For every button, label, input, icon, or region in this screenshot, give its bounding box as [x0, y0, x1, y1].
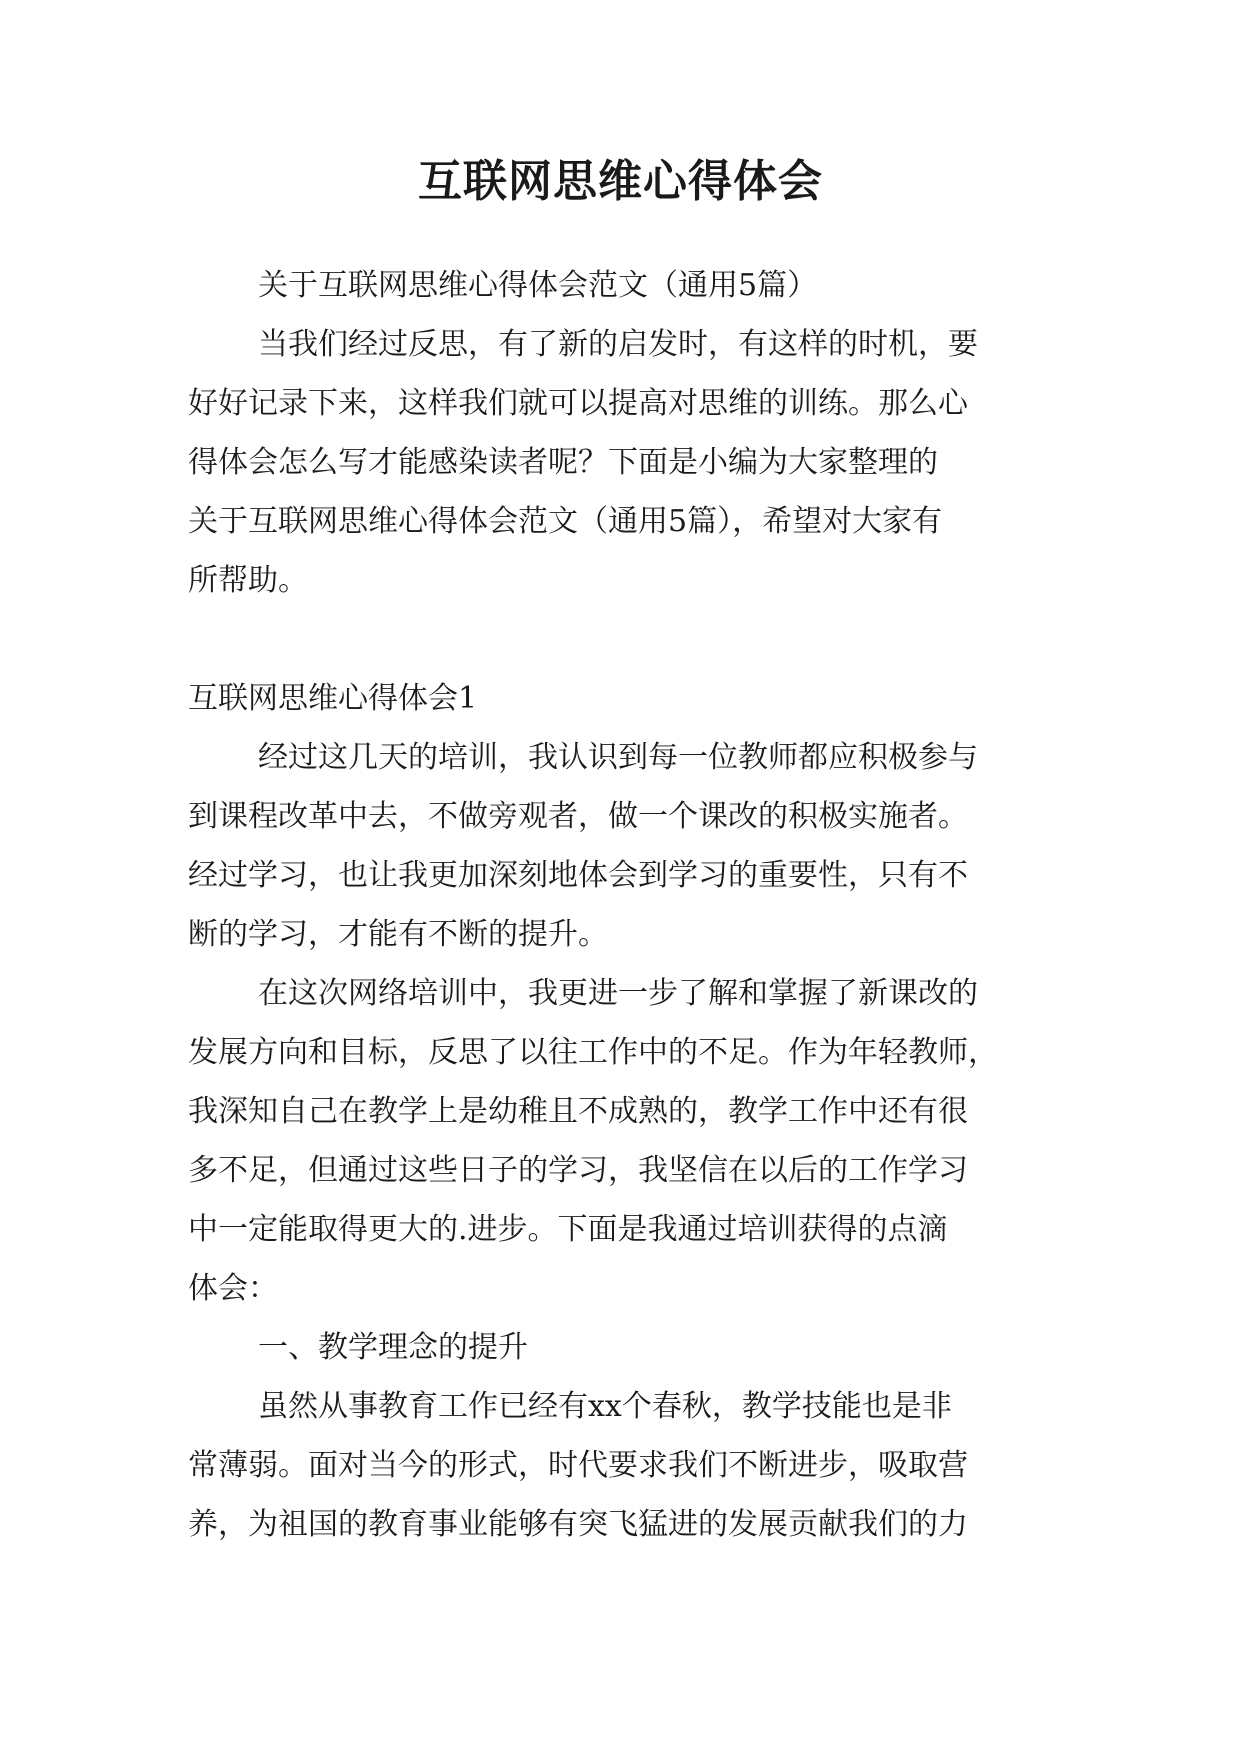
document-body	[188, 256, 1058, 1554]
paragraph-line: 发展方向和目标，反思了以往工作中的不足。作为年轻教师，	[188, 1035, 998, 1070]
paragraph-line: 经过学习，也让我更加深刻地体会到学习的重要性，只有不	[188, 858, 968, 893]
paragraph-line: 多不足，但通过这些日子的学习，我坚信在以后的工作学习	[188, 1153, 968, 1188]
document-title: 互联网思维心得体会	[418, 156, 823, 207]
subsection-heading: 一、教学理念的提升	[258, 1330, 528, 1365]
paragraph-line: 在这次网络培训中，我更进一步了解和掌握了新课改的	[258, 976, 978, 1011]
section-heading: 互联网思维心得体会1	[188, 681, 478, 716]
paragraph-line: 断的学习，才能有不断的提升。	[188, 917, 608, 952]
paragraph-line: 经过这几天的培训，我认识到每一位教师都应积极参与	[258, 740, 978, 775]
paragraph-line: 当我们经过反思，有了新的启发时，有这样的时机，要	[258, 327, 978, 362]
paragraph-line: 所帮助。	[188, 563, 308, 598]
paragraph-line: 好好记录下来，这样我们就可以提高对思维的训练。那么心	[188, 386, 968, 421]
paragraph-line: 关于互联网思维心得体会范文（通用5篇），希望对大家有	[188, 504, 943, 539]
paragraph-line: 中一定能取得更大的.进步。下面是我通过培训获得的点滴	[188, 1212, 948, 1247]
intro-heading: 关于互联网思维心得体会范文（通用5篇）	[258, 268, 818, 303]
paragraph-line: 得体会怎么写才能感染读者呢？下面是小编为大家整理的	[188, 445, 938, 480]
paragraph-line: 虽然从事教育工作已经有xx个春秋，教学技能也是非	[258, 1389, 952, 1424]
paragraph-line: 常薄弱。面对当今的形式，时代要求我们不断进步，吸取营	[188, 1448, 968, 1483]
paragraph-line: 养，为祖国的教育事业能够有突飞猛进的发展贡献我们的力	[188, 1507, 968, 1542]
paragraph-line: 我深知自己在教学上是幼稚且不成熟的，教学工作中还有很	[188, 1094, 968, 1129]
paragraph-line: 体会：	[188, 1271, 278, 1306]
paragraph-line: 到课程改革中去，不做旁观者，做一个课改的积极实施者。	[188, 799, 968, 834]
